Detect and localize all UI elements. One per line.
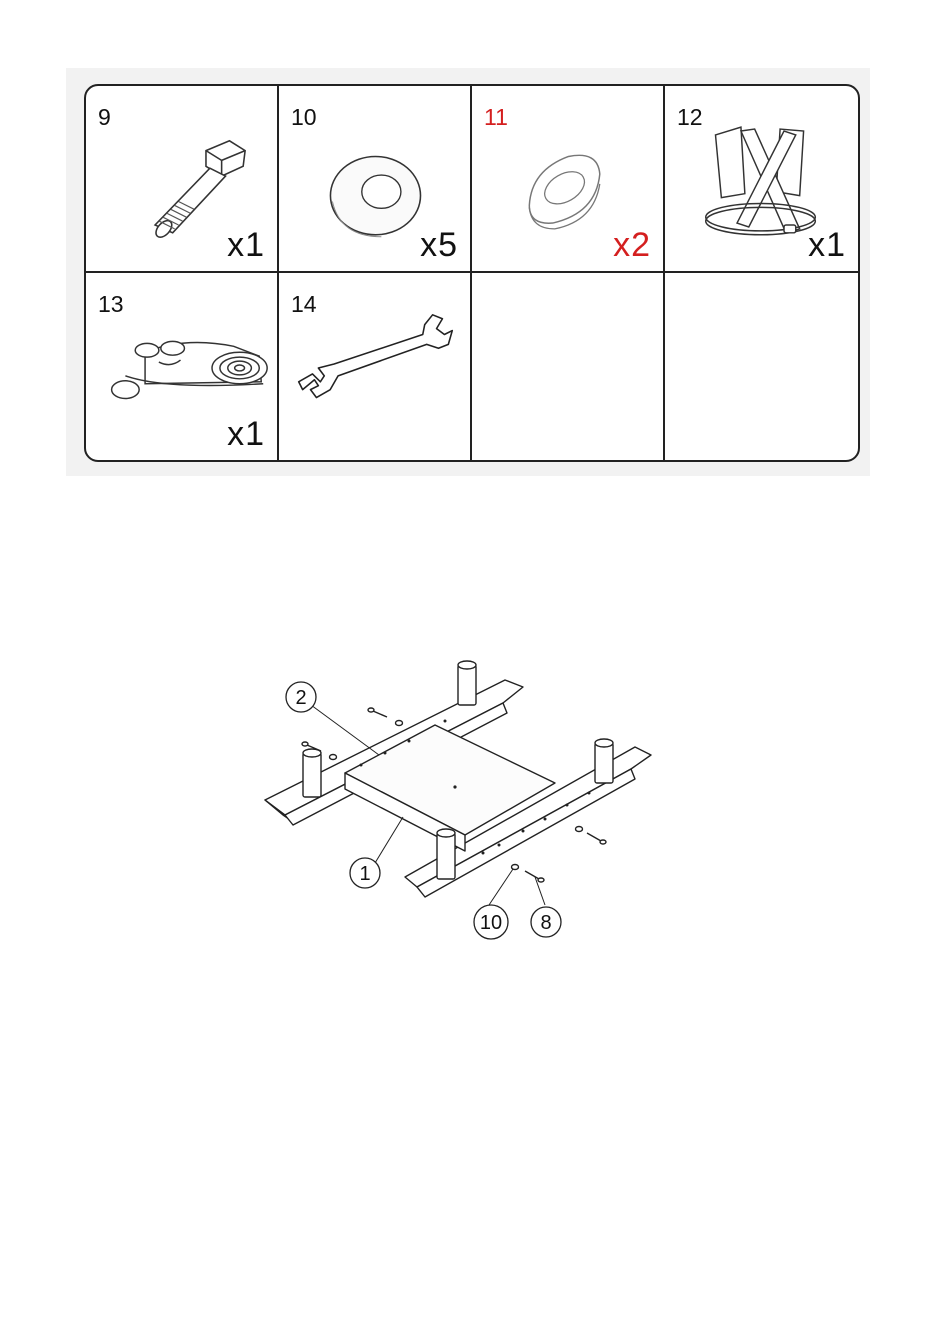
parts-table bbox=[84, 84, 860, 462]
part-quantity: x2 bbox=[613, 226, 651, 264]
wrench-icon bbox=[279, 273, 470, 460]
callout-label: 8 bbox=[540, 912, 552, 934]
callout-label: 10 bbox=[479, 912, 503, 934]
part-number: 10 bbox=[291, 104, 317, 130]
part-quantity: x1 bbox=[227, 226, 265, 264]
part-cell-13 bbox=[86, 273, 279, 460]
part-cell-12 bbox=[665, 86, 858, 273]
part-number: 14 bbox=[291, 291, 317, 317]
part-cell-14 bbox=[279, 273, 472, 460]
part-cell-10 bbox=[279, 86, 472, 273]
part-cell-empty bbox=[472, 273, 665, 460]
part-cell-11 bbox=[472, 86, 665, 273]
part-number: 11 bbox=[484, 104, 508, 130]
assembly-diagram bbox=[255, 655, 675, 955]
callout-label: 2 bbox=[295, 687, 307, 709]
part-number: 9 bbox=[98, 104, 111, 130]
part-quantity: x1 bbox=[808, 226, 846, 264]
part-quantity: x5 bbox=[420, 226, 458, 264]
part-cell-9 bbox=[86, 86, 279, 273]
part-cell-empty bbox=[665, 273, 858, 460]
part-quantity: x1 bbox=[227, 415, 265, 453]
part-number: 12 bbox=[677, 104, 703, 130]
part-number: 13 bbox=[98, 291, 124, 317]
callout-label: 1 bbox=[359, 863, 371, 885]
